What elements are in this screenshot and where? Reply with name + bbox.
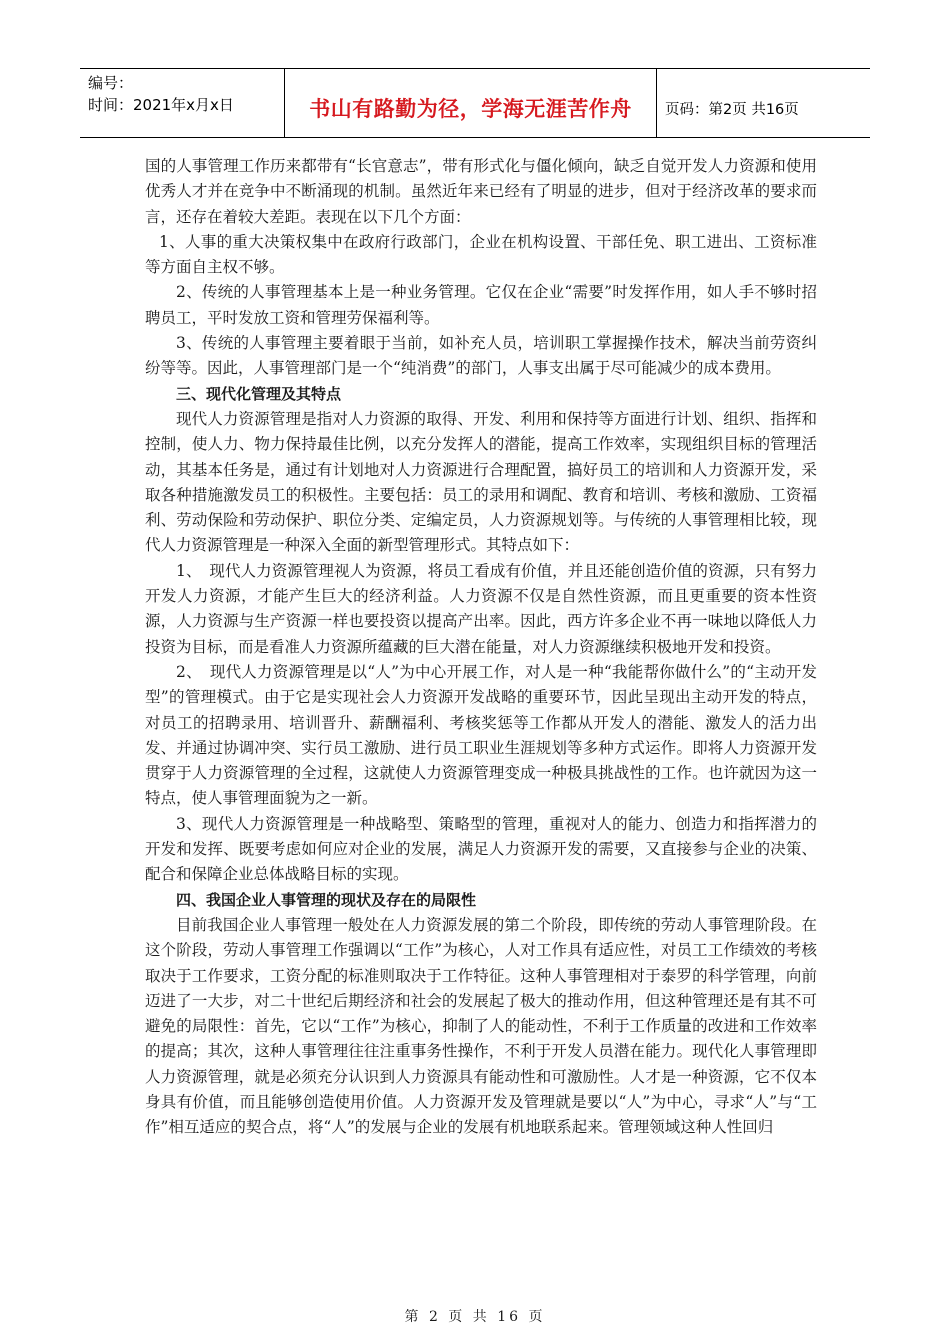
list-item: 2、 现代人力资源管理是以“人”为中心开展工作，对人是一种“我能帮你做什么”的“主动开发型”的管理模式。由于它是实现社会人力资源开发战略的重要环节，因此呈现出主动开发的特点，对员工的招聘录用、培训晋升、薪酬福利、考核奖惩等工作都从开发人的潜能、激发人的活力出发、并通过协调冲突、实行员工激励、进行员工职业生涯规划等多种方式运作。即将人力资源开发贯穿于人力资源管理的全过程，这就使人力资源管理变成一种极具挑战性的工作。也许就因为这一特点，使人事管理面貌为之一新。 (145, 662, 817, 808)
list-item: 3、现代人力资源管理是一种战略型、策略型的管理，重视对人的能力、创造力和指挥潜力的开发和发挥、既要考虑如何应对企业的发展，满足人力资源开发的需要，又直接参与企业的决策、配合和保障企业总体战略目标的实现。 (145, 814, 817, 884)
list-item: 2、传统的人事管理基本上是一种业务管理。它仅在企业“需要”时发挥作用，如人手不够时招聘员工，平时发放工资和管理劳保福利等。 (145, 283, 817, 327)
section-heading: 三、现代化管理及其特点 (176, 384, 342, 403)
document-body (145, 154, 817, 1141)
list-item: 3、传统的人事管理主要着眼于当前，如补充人员，培训职工掌握操作技术，解决当前劳资纠纷等等。因此，人事管理部门是一个“纯消费”的部门，人事支出属于尽可能减少的成本费用。 (145, 334, 817, 378)
header-meta (80, 69, 285, 137)
list-item: 1、人事的重大决策权集中在政府行政部门，企业在机构设置、干部任免、职工进出、工资标准等方面自主权不够。 (145, 232, 817, 277)
page-header (80, 68, 870, 138)
page-footer: 第 2 页 共 16 页 (404, 1309, 546, 1325)
header-page-info: 页码：第2页 共16页 (665, 101, 799, 118)
section-heading: 四、我国企业人事管理的现状及存在的局限性 (176, 890, 477, 909)
document-date: 时间：2021年x月x日 (88, 96, 234, 114)
list-item: 1、 现代人力资源管理视人为资源，将员工看成有价值，并且还能创造价值的资源，只有努力开发人力资源，才能产生巨大的经济利益。人力资源不仅是自然性资源，而且更重要的资本性资源，人力资源与生产资源一样也要投资以提高产出率。因此，西方许多企业不再一味地以降低人力投资为目标，而是看准人力资源所蕴藏的巨大潜在能量，对人力资源继续积极地开发和投资。 (145, 561, 817, 656)
header-motto: 书山有路勤为径，学海无涯苦作舟 (285, 69, 657, 137)
document-number-label: 编号： (88, 74, 134, 92)
paragraph: 现代人力资源管理是指对人力资源的取得、开发、利用和保持等方面进行计划、组织、指挥和控制，使人力、物力保持最佳比例，以充分发挥人的潜能，提高工作效率，实现组织目标的管理活动，其基本任务是，通过有计划地对人力资源进行合理配置，搞好员工的培训和人力资源开发，采取各种措施激发员工的积极性。主要包括：员工的录用和调配、教育和培训、考核和激励、工资福利、劳动保险和劳动保护、职位分类、定编定员，人力资源规划等。与传统的人事管理相比较，现代人力资源管理是一种深入全面的新型管理形式。其特点如下： (145, 409, 817, 555)
paragraph: 目前我国企业人事管理一般处在人力资源发展的第二个阶段，即传统的劳动人事管理阶段。在这个阶段，劳动人事管理工作强调以“工作”为核心，人对工作具有适应性，对员工工作绩效的考核取决于工作要求，工资分配的标准则取决于工作特征。这种人事管理相对于泰罗的科学管理，向前迈进了一大步，对二十世纪后期经济和社会的发展起了极大的推动作用，但这种管理还是有其不可避免的局限性：首先，它以“工作”为核心，抑制了人的能动性，不利于工作质量的改进和工作效率的提高；其次，这种人事管理往往注重事务性操作，不利于开发人员潜在能力。现代化人事管理即人力资源管理，就是必须充分认识到人力资源具有能动性和可激励性。人才是一种资源，它不仅本身具有价值，而且能够创造使用价值。人力资源开发及管理就是要以“人”为中心，寻求“人”与“工作”相互适应的契合点，将“人”的发展与企业的发展有机地联系起来。管理领域这种人性回归 (145, 915, 817, 1137)
paragraph: 国的人事管理工作历来都带有“长官意志”，带有形式化与僵化倾向，缺乏自觉开发人力资源和使用优秀人才并在竞争中不断涌现的机制。虽然近年来已经有了明显的进步，但对于经济改革的要求而言，还存在着较大差距。表现在以下几个方面： (145, 157, 817, 226)
